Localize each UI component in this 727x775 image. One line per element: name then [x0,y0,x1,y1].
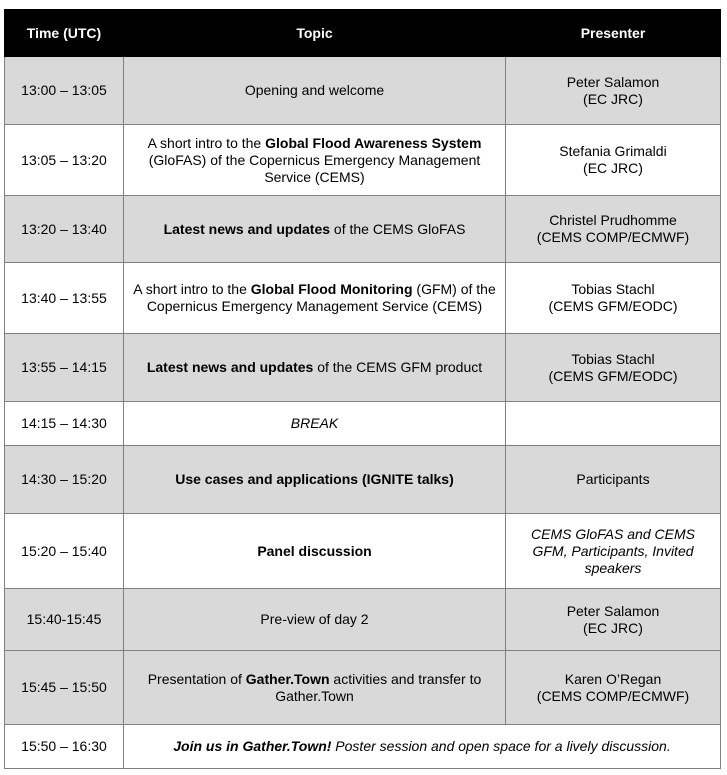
presenter-org: (EC JRC) [583,90,643,107]
presenter-name: Christel Prudhomme [549,212,677,228]
presenter-name: Participants [576,471,650,487]
agenda-row [5,196,721,263]
presenter-cell [506,651,721,725]
agenda-row [5,402,721,446]
topic-cell [124,334,506,402]
time-cell: 15:45 – 15:50 [5,651,124,725]
closing-bold-text: Join us in Gather.Town! [173,738,332,754]
agenda-container [4,9,720,769]
agenda-row [5,725,721,769]
presenter-org: (CEMS COMP/ECMWF) [536,229,690,245]
topic-text-tail: of the CEMS GloFAS [330,220,466,237]
topic-bold-text: Latest news and updates [146,359,314,375]
presenter-name: Stefania Grimaldi [559,143,667,159]
time-cell: 15:20 – 15:40 [5,514,124,589]
presenter-name: Karen O’Regan [564,670,662,687]
topic-bold-text: Latest news and updates [163,220,331,237]
time-cell: 13:00 – 13:05 [5,57,124,125]
header-row [5,10,721,57]
presenter-org: (CEMS GFM/EODC) [548,298,678,314]
topic-cell [124,402,506,446]
topic-cell [124,651,506,725]
topic-text-tail: of the CEMS GFM product [313,359,483,375]
topic-bold-text: Use cases and applications (IGNITE talks) [175,471,454,487]
agenda-row [5,57,721,125]
topic-cell [124,196,506,263]
agenda-row [5,263,721,334]
agenda-table [4,9,721,769]
topic-cell [124,589,506,651]
closing-text: Poster session and open space for a lively discussion. [331,738,671,754]
time-cell: 13:40 – 13:55 [5,263,124,334]
agenda-row [5,651,721,725]
time-cell: 13:20 – 13:40 [5,196,124,263]
presenter-cell-empty [506,402,721,446]
agenda-row [5,589,721,651]
time-cell: 14:30 – 15:20 [5,446,124,514]
header-time: Time (UTC) [5,10,124,57]
presenter-name: Peter Salamon [566,73,660,90]
presenter-cell [506,446,721,514]
topic-text: A short intro to the [147,134,266,151]
topic-bold-text: Global Flood Awareness System [265,134,482,151]
presenter-org: (CEMS COMP/ECMWF) [536,687,690,704]
presenter-cell [506,334,721,402]
time-cell: 13:55 – 14:15 [5,334,124,402]
topic-cell [124,57,506,125]
presenter-name: Tobias Stachl [571,350,655,367]
time-cell: 15:40-15:45 [5,589,124,651]
topic-cell [124,514,506,589]
presenter-cell [506,263,721,334]
presenter-cell [506,125,721,196]
topic-bold-text: Panel discussion [257,542,372,559]
header-presenter: Presenter [506,10,721,57]
presenter-org: (CEMS GFM/EODC) [548,367,678,384]
presenter-name: Tobias Stachl [571,281,655,297]
topic-cell [124,263,506,334]
topic-text-tail: (GloFAS) of the Copernicus Emergency Management Service (CEMS) [148,151,481,185]
topic-cell [124,446,506,514]
topic-text-tail: (GFM) of the Copernicus Emergency Management Service (CEMS) [146,281,496,314]
presenter-cell [506,196,721,263]
time-cell: 13:05 – 13:20 [5,125,124,196]
header-topic: Topic [124,10,506,57]
agenda-row [5,446,721,514]
presenter-name: Peter Salamon [566,602,660,619]
presenter-cell [506,514,721,589]
presenter-italic-text: CEMS GloFAS and CEMS GFM, Participants, Invited speakers [531,525,695,576]
topic-cell [124,125,506,196]
closing-session-cell [124,725,721,769]
topic-bold-text: Gather.Town [245,670,330,687]
time-cell: 15:50 – 16:30 [5,725,124,769]
time-cell: 14:15 – 14:30 [5,402,124,446]
topic-text: Pre-view of day 2 [260,611,369,627]
presenter-cell [506,589,721,651]
agenda-row [5,514,721,589]
agenda-row [5,334,721,402]
presenter-org: (EC JRC) [583,160,643,176]
presenter-org: (EC JRC) [583,619,643,636]
topic-text: A short intro to the [133,281,251,297]
agenda-row [5,125,721,196]
presenter-cell [506,57,721,125]
topic-text-tail: activities and transfer to Gather.Town [275,670,482,704]
topic-bold-text: Global Flood Monitoring [250,281,413,297]
topic-text: Opening and welcome [244,82,385,98]
break-text: BREAK [290,415,339,431]
topic-text: Presentation of [147,670,246,687]
